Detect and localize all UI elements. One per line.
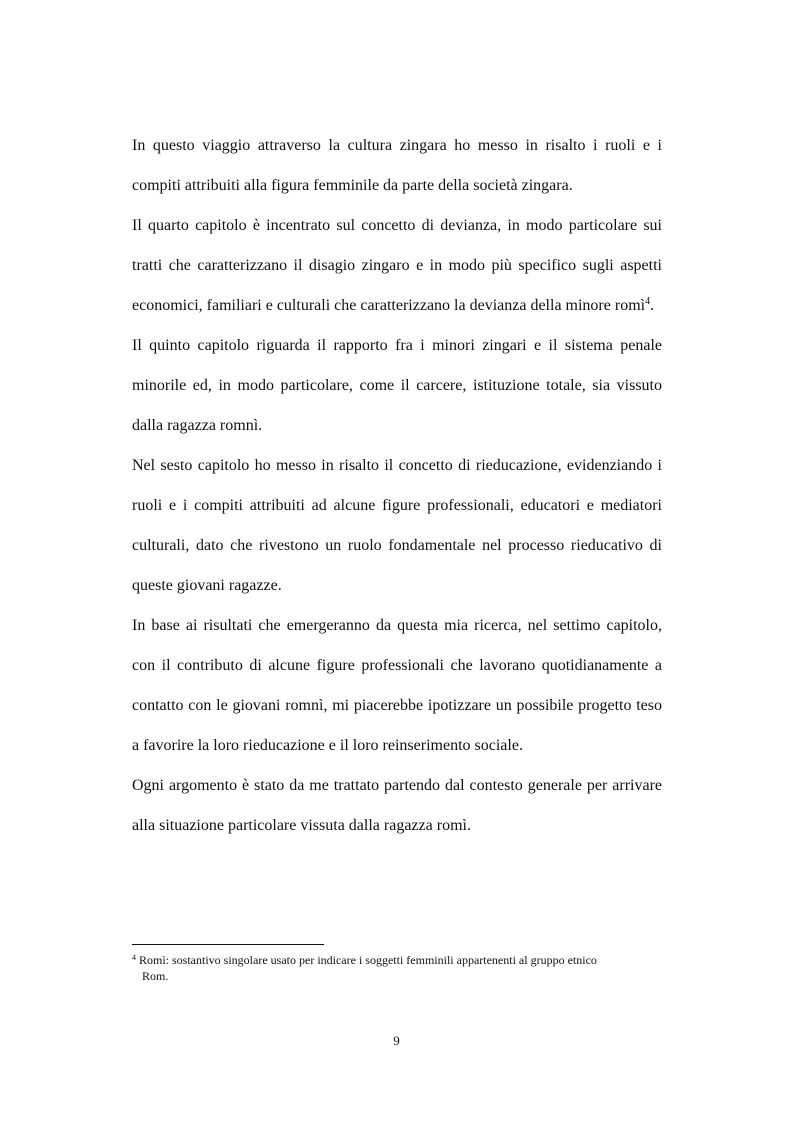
page-number: 9 xyxy=(393,1033,400,1048)
body-text xyxy=(132,126,662,846)
paragraph-2 xyxy=(132,206,662,326)
footnote-line-2: Rom. xyxy=(142,969,169,983)
paragraph-6: Ogni argomento è stato da me trattato partendo dal contesto generale per arrivare alla situazione particolare vissuta dalla ragazza romì. xyxy=(132,777,662,834)
paragraph-3: Il quinto capitolo riguarda il rapporto fra i minori zingari e il sistema penale minorile ed, in modo particolare, come il carcere, istituzione totale, sia vissuto dalla ragazza romnì. xyxy=(132,337,662,434)
paragraph-1: In questo viaggio attraverso la cultura zingara ho messo in risalto i ruoli e i compiti attribuiti alla figura femminile da parte della società zingara. xyxy=(132,137,662,194)
paragraph-5: In base ai risultati che emergeranno da questa mia ricerca, nel settimo capitolo, con il contributo di alcune figure professionali che lavorano quotidianamente a contatto con le giovani romnì, mi piacerebbe ipotizzare un possibile progetto teso a favorire la loro rieducazione e il loro reinserimento sociale. xyxy=(132,617,662,754)
paragraph-2-text: Il quarto capitolo è incentrato sul concetto di devianza, in modo particolare sui tratti che caratterizzano il disagio zingaro e in modo più specifico sugli aspetti economici, familiari e culturali che caratterizzano la devianza della minore romì xyxy=(132,217,662,314)
paragraph-4: Nel sesto capitolo ho messo in risalto il concetto di rieducazione, evidenziando i ruoli e i compiti attribuiti ad alcune figure professionali, educatori e mediatori culturali, dato che rivestono un ruolo fondamentale nel processo rieducativo di queste giovani ragazze. xyxy=(132,457,662,594)
footnote xyxy=(132,952,662,984)
footnote-separator xyxy=(132,944,324,945)
footnote-number: 4 xyxy=(132,953,136,962)
paragraph-2-tail: . xyxy=(650,297,655,314)
footnote-line-1 xyxy=(132,952,662,968)
footnote-reference: 4 xyxy=(645,296,651,307)
footnote-text: Romì: sostantivo singolare usato per indicare i soggetti femminili appartenenti al gruppo etnico xyxy=(136,953,597,967)
